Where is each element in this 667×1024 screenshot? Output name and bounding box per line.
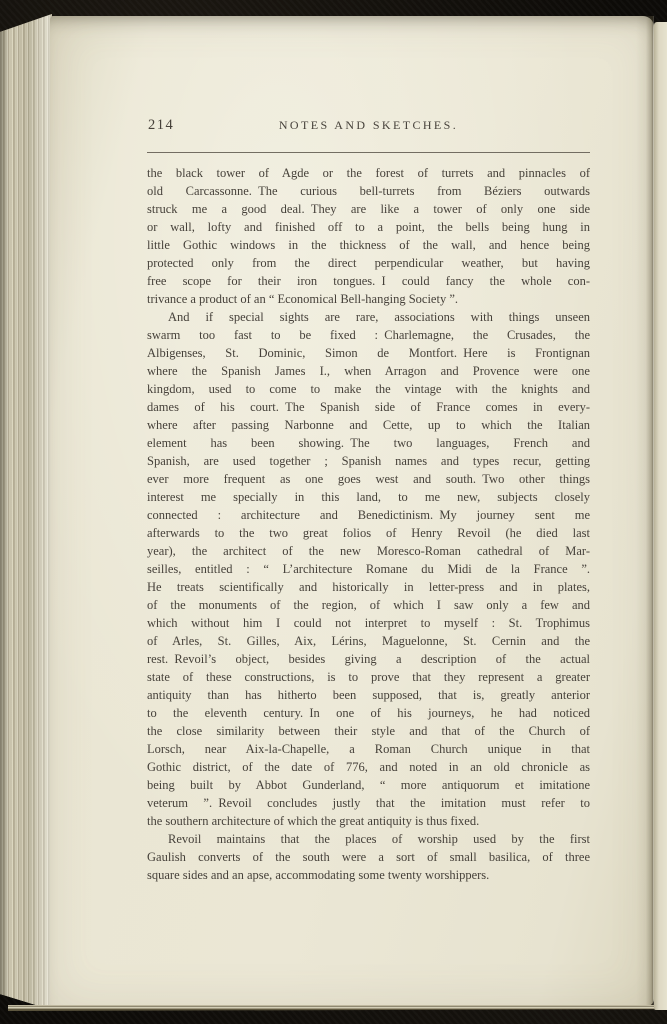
page-body-text bbox=[147, 164, 590, 884]
text-line: Revoil maintains that the places of worship used by the first bbox=[168, 832, 590, 846]
printed-content bbox=[147, 118, 590, 884]
text-line: which without him I could not interpret to myself : St. Trophimus bbox=[147, 616, 590, 630]
text-line: square sides and an apse, accommodating some twenty worshippers. bbox=[147, 868, 490, 882]
text-line: kingdom, used to come to make the vintage with the knights and bbox=[147, 382, 590, 396]
text-line: element has been showing. The two languages, French and bbox=[147, 436, 590, 450]
text-line: rest. Revoil’s object, besides giving a description of the actual bbox=[147, 652, 590, 666]
text-line: protected only from the direct perpendicular weather, but having bbox=[147, 256, 590, 270]
text-line: veterum ”. Revoil concludes justly that the imitation must refer to bbox=[147, 796, 590, 810]
text-line: swarm too fast to be fixed : Charlemagne, the Crusades, the bbox=[147, 328, 590, 342]
text-line: And if special sights are rare, associations with things unseen bbox=[168, 310, 590, 324]
text-line: being built by Abbot Gunderland, “ more antiquorum et imitatione bbox=[147, 778, 590, 792]
text-line: connected : architecture and Benedictinism. My journey sent me bbox=[147, 508, 590, 522]
page-edge-stack bbox=[0, 14, 52, 1010]
text-line: year), the architect of the new Moresco-Roman cathedral of Mar- bbox=[147, 544, 590, 558]
text-line: where after passing Narbonne and Cette, up to which the Italian bbox=[147, 418, 590, 432]
text-line: Gothic district, of the date of 776, and noted in an old chronicle as bbox=[147, 760, 590, 774]
page-number: 214 bbox=[148, 117, 175, 133]
text-line: interest me specially in this land, to me new, subjects closely bbox=[147, 490, 590, 504]
header-rule bbox=[147, 152, 590, 153]
text-line: He treats scientifically and historically in letter-press and in plates, bbox=[147, 580, 590, 594]
text-line: dames of his court. The Spanish side of France comes in every- bbox=[147, 400, 590, 414]
text-line: ever more frequent as one goes west and south. Two other things bbox=[147, 472, 590, 486]
text-line: little Gothic windows in the thickness of the wall, and hence being bbox=[147, 238, 590, 252]
text-line: state of these constructions, is to prove that they represent a greater bbox=[147, 670, 590, 684]
text-line: afterwards to the two great folios of Henry Revoil (he died last bbox=[147, 526, 590, 540]
running-header bbox=[147, 118, 590, 133]
bottom-page-edges bbox=[8, 1005, 654, 1011]
facing-page-edge bbox=[654, 22, 667, 1010]
text-line: struck me a good deal. They are like a tower of only one side bbox=[147, 202, 590, 216]
text-line: Gaulish converts of the south were a sort of small basilica, of three bbox=[147, 850, 590, 864]
text-line: free scope for their iron tongues. I could fancy the whole con- bbox=[147, 274, 590, 288]
text-line: Albigenses, St. Dominic, Simon de Montfort. Here is Frontignan bbox=[147, 346, 590, 360]
text-line: where the Spanish James I., when Arragon and Provence were one bbox=[147, 364, 590, 378]
text-line: of the monuments of the region, of which I saw only a few and bbox=[147, 598, 590, 612]
text-line: Lorsch, near Aix-la-Chapelle, a Roman Church unique in that bbox=[147, 742, 590, 756]
text-line: the close similarity between their style and that of the Church of bbox=[147, 724, 590, 738]
text-line: antiquity than has hitherto been supposed, that is, greatly anterior bbox=[147, 688, 590, 702]
text-line: the southern architecture of which the great antiquity is thus fixed. bbox=[147, 814, 480, 828]
text-line: to the eleventh century. In one of his journeys, he had noticed bbox=[147, 706, 590, 720]
running-title: NOTES AND SKETCHES. bbox=[278, 118, 459, 132]
text-line: old Carcassonne. The curious bell-turrets from Béziers outwards bbox=[147, 184, 590, 198]
text-line: Spanish, are used together ; Spanish names and types recur, getting bbox=[147, 454, 590, 468]
gutter-crease bbox=[636, 16, 654, 1006]
text-line: seilles, entitled : “ L’architecture Romane du Midi de la France ”. bbox=[147, 562, 590, 576]
text-line: or wall, lofty and finished off to a point, the bells being hung in bbox=[147, 220, 590, 234]
text-line: trivance a product of an “ Economical Bell-hanging Society ”. bbox=[147, 292, 458, 306]
text-line: of Arles, St. Gilles, Aix, Lérins, Maguelonne, St. Cernin and the bbox=[147, 634, 590, 648]
text-line: the black tower of Agde or the forest of turrets and pinnacles of bbox=[147, 166, 590, 180]
book-page bbox=[50, 16, 654, 1006]
